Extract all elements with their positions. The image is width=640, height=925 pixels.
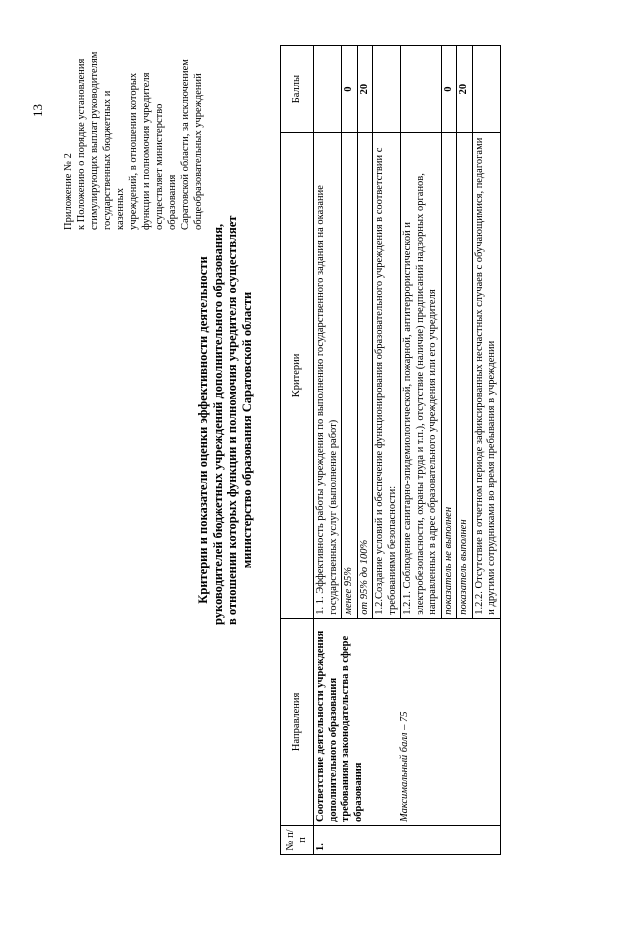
criteria-table: [280, 45, 501, 855]
table-header-row: [281, 46, 314, 855]
title-line: Критерии и показатели оценки эффективности деятельности: [196, 256, 210, 604]
appendix-line: осуществляет министерство образования: [154, 103, 178, 230]
points-cell: [373, 46, 401, 133]
page-number: 13: [30, 104, 45, 117]
section-direction-cell: [314, 618, 501, 825]
points-cell: 0: [441, 46, 457, 133]
criteria-cell: показатель не выполнен: [441, 133, 457, 619]
header-points: Баллы: [281, 46, 314, 133]
criteria-cell: менее 95%: [342, 133, 358, 619]
section-number: 1.: [314, 825, 501, 854]
criteria-cell: от 95% до 100%: [357, 133, 373, 619]
appendix-note: [62, 48, 205, 230]
points-cell: [472, 46, 500, 133]
points-cell: 20: [357, 46, 373, 133]
section-max-score: Максимальный балл – 75: [399, 711, 410, 822]
points-cell: 0: [342, 46, 358, 133]
section-direction: Соответствие деятельности учреждения дополнительного образования требованиям законодательства в сфере образования: [315, 630, 364, 822]
appendix-line: функции и полномочия учредителя: [141, 72, 152, 230]
criteria-cell: показатель выполнен: [457, 133, 473, 619]
points-cell: [401, 46, 442, 133]
criteria-cell: 1.2.Создание условий и обеспечение функционирования образовательного учреждения в соответствии с требованиями безопасности:: [373, 133, 401, 619]
appendix-line: общеобразовательных учреждений: [193, 73, 204, 230]
appendix-line: Приложение № 2: [63, 153, 74, 230]
title-line: министерство образования Саратовской области: [239, 291, 254, 569]
appendix-line: учреждений, в отношении которых: [128, 72, 139, 230]
criteria-cell: 1. 1. Эффективность работы учреждения по выполнению государственного задания на оказание государственных услуг (выполнение работ): [314, 133, 342, 619]
criteria-cell: 1.2.2. Отсутствие в отчетном периоде зафиксированных несчастных случаев с обучающимися, педагогами и другими сотрудниками во время пребывания в учреждении: [472, 133, 500, 619]
appendix-line: стимулирующих выплат руководителям: [89, 51, 100, 230]
appendix-line: к Положению о порядке установления: [76, 58, 87, 230]
header-criteria: Критерии: [281, 133, 314, 619]
points-cell: [314, 46, 342, 133]
criteria-cell: 1.2.1. Соблюдение санитарно-эпидемиологической, пожарной, антитеррористической и электробезопасности, охраны труда и т.п.), отсутствие (наличие) предписаний надзорных органов, направленных в адрес образовательного учреждения или его учредителя: [401, 133, 442, 619]
appendix-line: Саратовской области, за исключением: [180, 59, 191, 230]
table-row: [314, 46, 342, 855]
points-cell: 20: [457, 46, 473, 133]
header-num: № п/п: [281, 825, 314, 854]
header-direction: Направления: [281, 618, 314, 825]
document-title: [196, 215, 254, 625]
title-line: в отношении которых функции и полномочия учредителя осуществляет: [225, 215, 239, 625]
appendix-line: государственных бюджетных и казенных: [102, 90, 126, 230]
title-line: руководителей бюджетных учреждений дополнительного образования,: [210, 223, 225, 625]
